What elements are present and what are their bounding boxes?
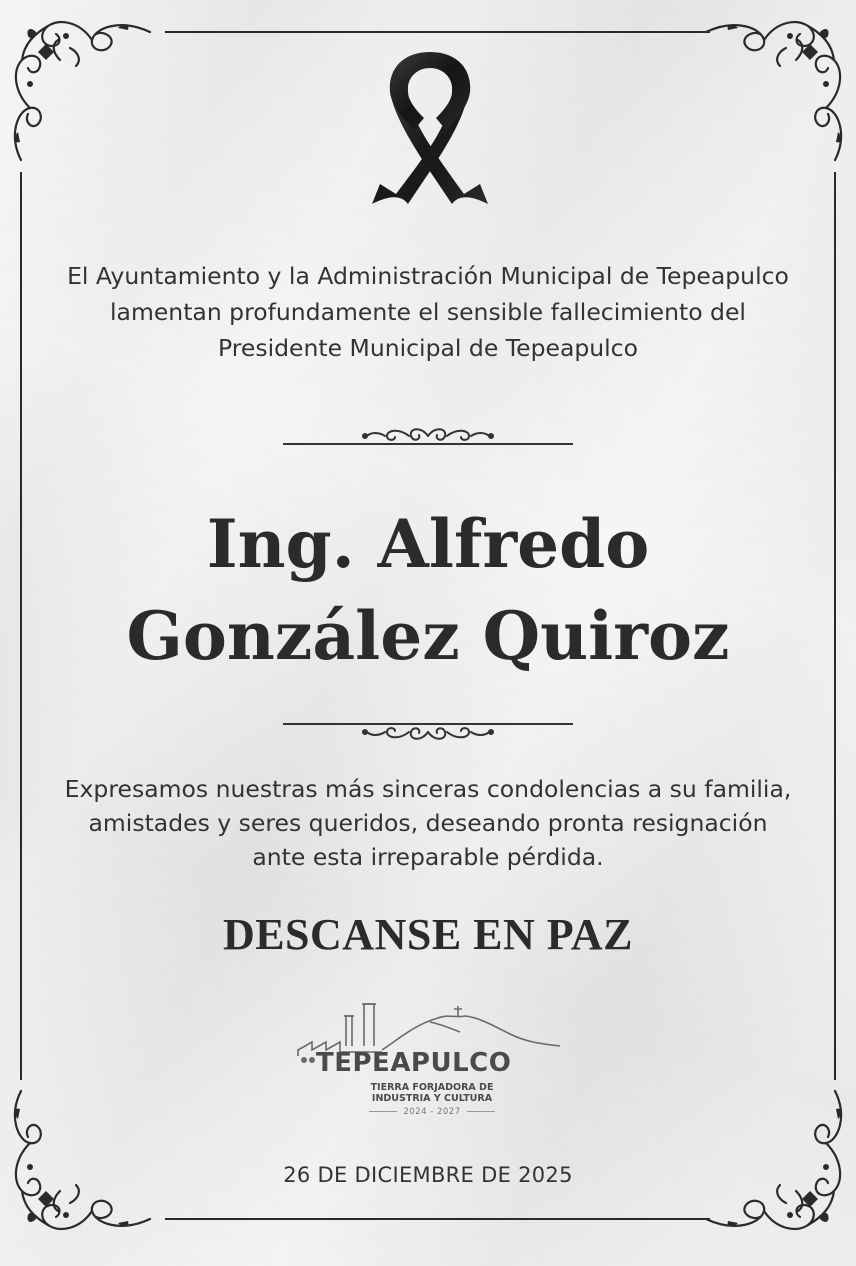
logo-subtitle-line-2: INDUSTRIA Y CULTURA xyxy=(371,1093,493,1104)
municipal-logo xyxy=(290,994,566,1126)
logo-years xyxy=(352,1107,512,1117)
logo-years-text: 2024 - 2027 xyxy=(403,1107,461,1117)
deceased-name xyxy=(40,498,816,682)
name-line-1: Ing. Alfredo xyxy=(206,505,650,583)
date-text: 26 DE DICIEMBRE DE 2025 xyxy=(283,1163,573,1187)
logo-subtitle-line-1: TIERRA FORJADORA DE xyxy=(370,1082,494,1093)
intro-text: El Ayuntamiento y la Administración Municipal de Tepeapulco lamentan profundamente el sensible fallecimiento del Presidente Municipal de Tepeapulco xyxy=(67,262,789,362)
mourning-ribbon-icon xyxy=(368,44,488,212)
ornament-divider-icon xyxy=(283,712,573,742)
closing-text: DESCANSE EN PAZ xyxy=(222,910,634,959)
ornament-divider-icon xyxy=(283,422,573,452)
name-line-2: González Quiroz xyxy=(126,597,730,675)
corner-flourish-icon xyxy=(14,22,150,160)
condolences-text: Expresamos nuestras más sinceras condolencias a su familia, amistades y seres queridos, deseando pronta resignación ante esta irreparable pérdida. xyxy=(64,775,792,871)
logo-title: TEPEAPULCO xyxy=(316,1048,512,1078)
